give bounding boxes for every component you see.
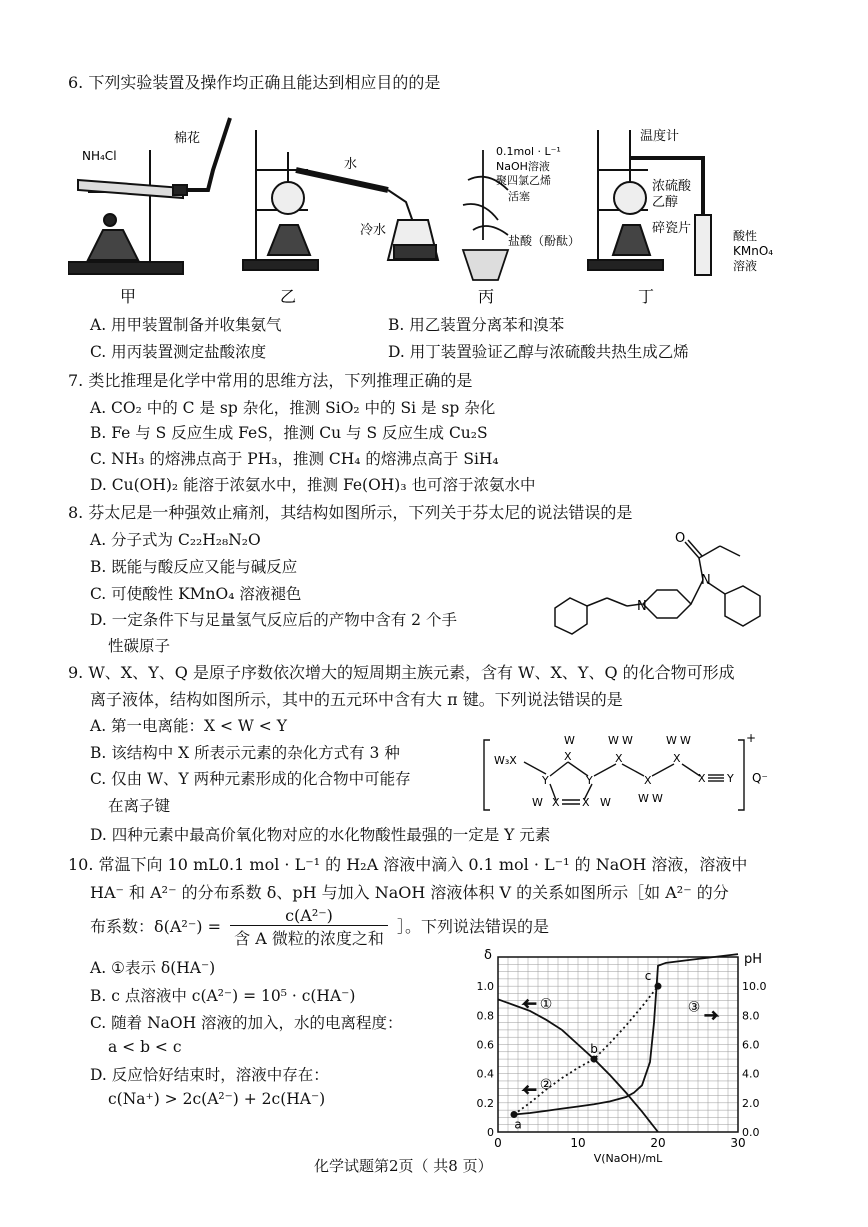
series-line-2 xyxy=(514,986,658,1114)
sym-y3: Y xyxy=(727,772,734,785)
q7-option-a: A. CO₂ 中的 C 是 sp 杂化，推测 SiO₂ 中的 Si 是 sp 杂化 xyxy=(90,399,496,417)
sym-x-left: X xyxy=(552,796,560,809)
sym-y1: Y xyxy=(542,774,549,787)
q9-option-a: A. 第一电离能：X < W < Y xyxy=(90,717,287,735)
y-right-tick-label: 0.0 xyxy=(742,1126,760,1139)
sym-y2: Y xyxy=(586,774,593,787)
sym-w-x2a: W xyxy=(608,734,619,747)
label-kmno4: KMnO₄ xyxy=(733,244,774,258)
sym-x5: X xyxy=(698,772,706,785)
q9-option-d: D. 四种元素中最高价氧化物对应的水化物酸性最强的一定是 Y 元素 xyxy=(90,826,551,844)
label-hcl: 盐酸（酚酞） xyxy=(508,234,581,248)
y-right-tick-label: 10.0 xyxy=(742,980,767,994)
sym-w-x3a: W xyxy=(638,792,649,805)
label-ptfe: 聚四氯乙烯 xyxy=(496,174,551,187)
q8-option-d-cont: 性碳原子 xyxy=(108,637,171,655)
def-denominator: 含 A 微粒的浓度之和 xyxy=(234,929,384,948)
q9-option-b: B. 该结构中 X 所表示元素的杂化方式有 3 种 xyxy=(90,744,400,762)
fentanyl-structure xyxy=(545,528,785,653)
q10-option-a: A. ①表示 δ(HA⁻) xyxy=(90,959,216,977)
y-left-axis-label: δ xyxy=(484,948,492,963)
q7-option-b: B. Fe 与 S 反应生成 FeS，推测 Cu 与 S 反应生成 Cu₂S xyxy=(90,424,488,442)
point-label-c: c xyxy=(644,969,652,984)
q7-option-d: D. Cu(OH)₂ 能溶于浓氨水中，推测 Fe(OH)₃ 也可溶于浓氨水中 xyxy=(90,476,536,494)
point-c xyxy=(655,983,662,990)
series-label-1: ① xyxy=(539,996,553,1013)
caption-ding: 丁 xyxy=(638,287,655,306)
y-right-tick-label: 6.0 xyxy=(742,1038,760,1052)
label-thermometer: 温度计 xyxy=(640,129,680,144)
y-left-tick-label: 0.8 xyxy=(476,1009,494,1023)
caption-bing: 丙 xyxy=(478,287,495,306)
caption-jia: 甲 xyxy=(120,287,137,306)
sym-w-x4b: W xyxy=(680,734,691,747)
x-tick-label: 10 xyxy=(570,1136,586,1150)
q6-option-d: D. 用丁装置验证乙醇与浓硫酸共热生成乙烯 xyxy=(388,343,689,361)
label-acidic: 酸性 xyxy=(733,229,758,243)
q10-option-d-cont: c(Na⁺) > 2c(A²⁻) + 2c(HA⁻) xyxy=(108,1090,326,1108)
q8-option-b: B. 既能与酸反应又能与碱反应 xyxy=(90,558,298,576)
sym-x1: X xyxy=(564,750,572,763)
q6-option-b: B. 用乙装置分离苯和溴苯 xyxy=(388,316,565,334)
y-left-tick-label: 1.0 xyxy=(476,980,494,994)
def-fraction xyxy=(230,906,388,949)
page-footer: 化学试题第2页（ 共8 页） xyxy=(314,1157,493,1175)
sym-w3x: W₃X xyxy=(494,754,517,767)
sym-x-right: X xyxy=(582,796,590,809)
arrow-3 xyxy=(704,1011,716,1019)
def-numerator: c(A²⁻) xyxy=(230,906,388,926)
q8-option-d: D. 一定条件下与足量氢气反应后的产物中含有 2 个手 xyxy=(90,611,457,629)
q9-option-c-cont: 在离子键 xyxy=(108,797,171,815)
sym-x4: X xyxy=(673,752,681,765)
apparatus-jia xyxy=(68,118,230,274)
x-tick-label: 30 xyxy=(730,1136,746,1150)
sym-charge: + xyxy=(746,731,757,745)
label-nh4cl: NH₄Cl xyxy=(82,149,117,163)
apparatus-yi xyxy=(243,130,438,270)
label-stopcock: 活塞 xyxy=(508,190,530,203)
point-b xyxy=(591,1056,598,1063)
q10-stem-2: HA⁻ 和 A²⁻ 的分布系数 δ、pH 与加入 NaOH 溶液体积 V 的关系如图所示［如 A²⁻ 的分 xyxy=(90,883,729,902)
q6-stem: 6. 下列实验装置及操作均正确且能达到相应目的的是 xyxy=(68,73,441,92)
q7-stem: 7. 类比推理是化学中常用的思维方法，下列推理正确的是 xyxy=(68,371,473,390)
q7-option-c: C. NH₃ 的熔沸点高于 PH₃，推测 CH₄ 的熔沸点高于 SiH₄ xyxy=(90,450,499,468)
def-prefix: 布系数：δ(A²⁻) = xyxy=(90,917,222,936)
label-h2so4: 浓硫酸 xyxy=(652,179,692,194)
q9-option-c: C. 仅由 W、Y 两种元素形成的化合物中可能存 xyxy=(90,770,411,788)
def-suffix: ］。下列说法错误的是 xyxy=(396,917,549,936)
label-ethanol: 乙醇 xyxy=(652,195,679,210)
x-tick-label: 0 xyxy=(494,1136,502,1150)
sym-w-x3b: W xyxy=(652,792,663,805)
q6-option-a: A. 用甲装置制备并收集氨气 xyxy=(90,316,282,334)
sym-w1: W xyxy=(564,734,575,747)
y-left-tick-label: 0.4 xyxy=(476,1067,494,1081)
y-right-tick-label: 2.0 xyxy=(742,1096,760,1110)
q9-stem-2: 离子液体，结构如图所示，其中的五元环中含有大 π 键。下列说法错误的是 xyxy=(90,690,623,709)
sym-w-x4a: W xyxy=(666,734,677,747)
q10-option-c-cont: a < b < c xyxy=(108,1038,182,1056)
caption-yi: 乙 xyxy=(280,287,297,306)
label-conc: 0.1mol · L⁻¹ xyxy=(496,145,561,158)
q10-definition xyxy=(90,906,549,949)
q10-option-d: D. 反应恰好结束时，溶液中存在： xyxy=(90,1066,329,1084)
y-left-tick-label: 0.2 xyxy=(476,1096,494,1110)
fentanyl-n-amide: N xyxy=(701,573,711,588)
x-tick-label: 20 xyxy=(650,1136,666,1150)
y-left-tick-label: 0.6 xyxy=(476,1038,494,1052)
label-porcelain: 碎瓷片 xyxy=(652,221,692,236)
q8-stem: 8. 芬太尼是一种强效止痛剂，其结构如图所示，下列关于芬太尼的说法错误的是 xyxy=(68,503,633,522)
y-right-tick-label: 8.0 xyxy=(742,1009,760,1023)
q6-apparatus-figure xyxy=(68,110,788,310)
sym-w-left: W xyxy=(532,796,543,809)
fentanyl-n-ring: N xyxy=(637,599,647,614)
q10-stem-1: 10. 常温下向 10 mL0.1 mol · L⁻¹ 的 H₂A 溶液中滴入 0.1 mol · L⁻¹ 的 NaOH 溶液，溶液中 xyxy=(68,855,748,874)
q8-option-c: C. 可使酸性 KMnO₄ 溶液褪色 xyxy=(90,585,302,603)
label-cold-water: 冷水 xyxy=(360,223,387,238)
point-label-a: a xyxy=(514,1117,522,1132)
q10-option-c: C. 随着 NaOH 溶液的加入，水的电离程度： xyxy=(90,1014,403,1032)
q10-chart xyxy=(460,945,780,1170)
sym-anion: Q⁻ xyxy=(752,771,768,785)
sym-w-right: W xyxy=(600,796,611,809)
q6-option-c: C. 用丙装置测定盐酸浓度 xyxy=(90,343,267,361)
label-solution: 溶液 xyxy=(733,259,758,273)
fentanyl-o: O xyxy=(675,531,686,546)
q10-option-b: B. c 点溶液中 c(A²⁻) = 10⁵ · c(HA⁻) xyxy=(90,987,356,1005)
series-label-3: ③ xyxy=(687,999,701,1016)
label-cotton: 棉花 xyxy=(174,131,201,146)
x-axis-label: V(NaOH)/mL xyxy=(593,1152,663,1165)
label-naoh: NaOH溶液 xyxy=(496,160,550,173)
q9-stem-1: 9. W、X、Y、Q 是原子序数依次增大的短周期主族元素，含有 W、X、Y、Q 的化合物可形成 xyxy=(68,663,735,682)
point-label-b: b xyxy=(590,1042,598,1057)
sym-x2: X xyxy=(615,752,623,765)
y-right-axis-label: pH xyxy=(744,952,763,967)
ionic-liquid-structure xyxy=(480,730,790,820)
apparatus-ding xyxy=(588,130,711,275)
label-water: 水 xyxy=(344,157,358,172)
y-right-tick-label: 4.0 xyxy=(742,1067,760,1081)
sym-w-x2b: W xyxy=(622,734,633,747)
series-label-2: ② xyxy=(539,1076,553,1093)
y-left-tick-label: 0 xyxy=(487,1126,494,1139)
q8-option-a: A. 分子式为 C₂₂H₂₈N₂O xyxy=(90,531,261,549)
sym-x3: X xyxy=(644,774,652,787)
arrow-2 xyxy=(524,1086,536,1094)
